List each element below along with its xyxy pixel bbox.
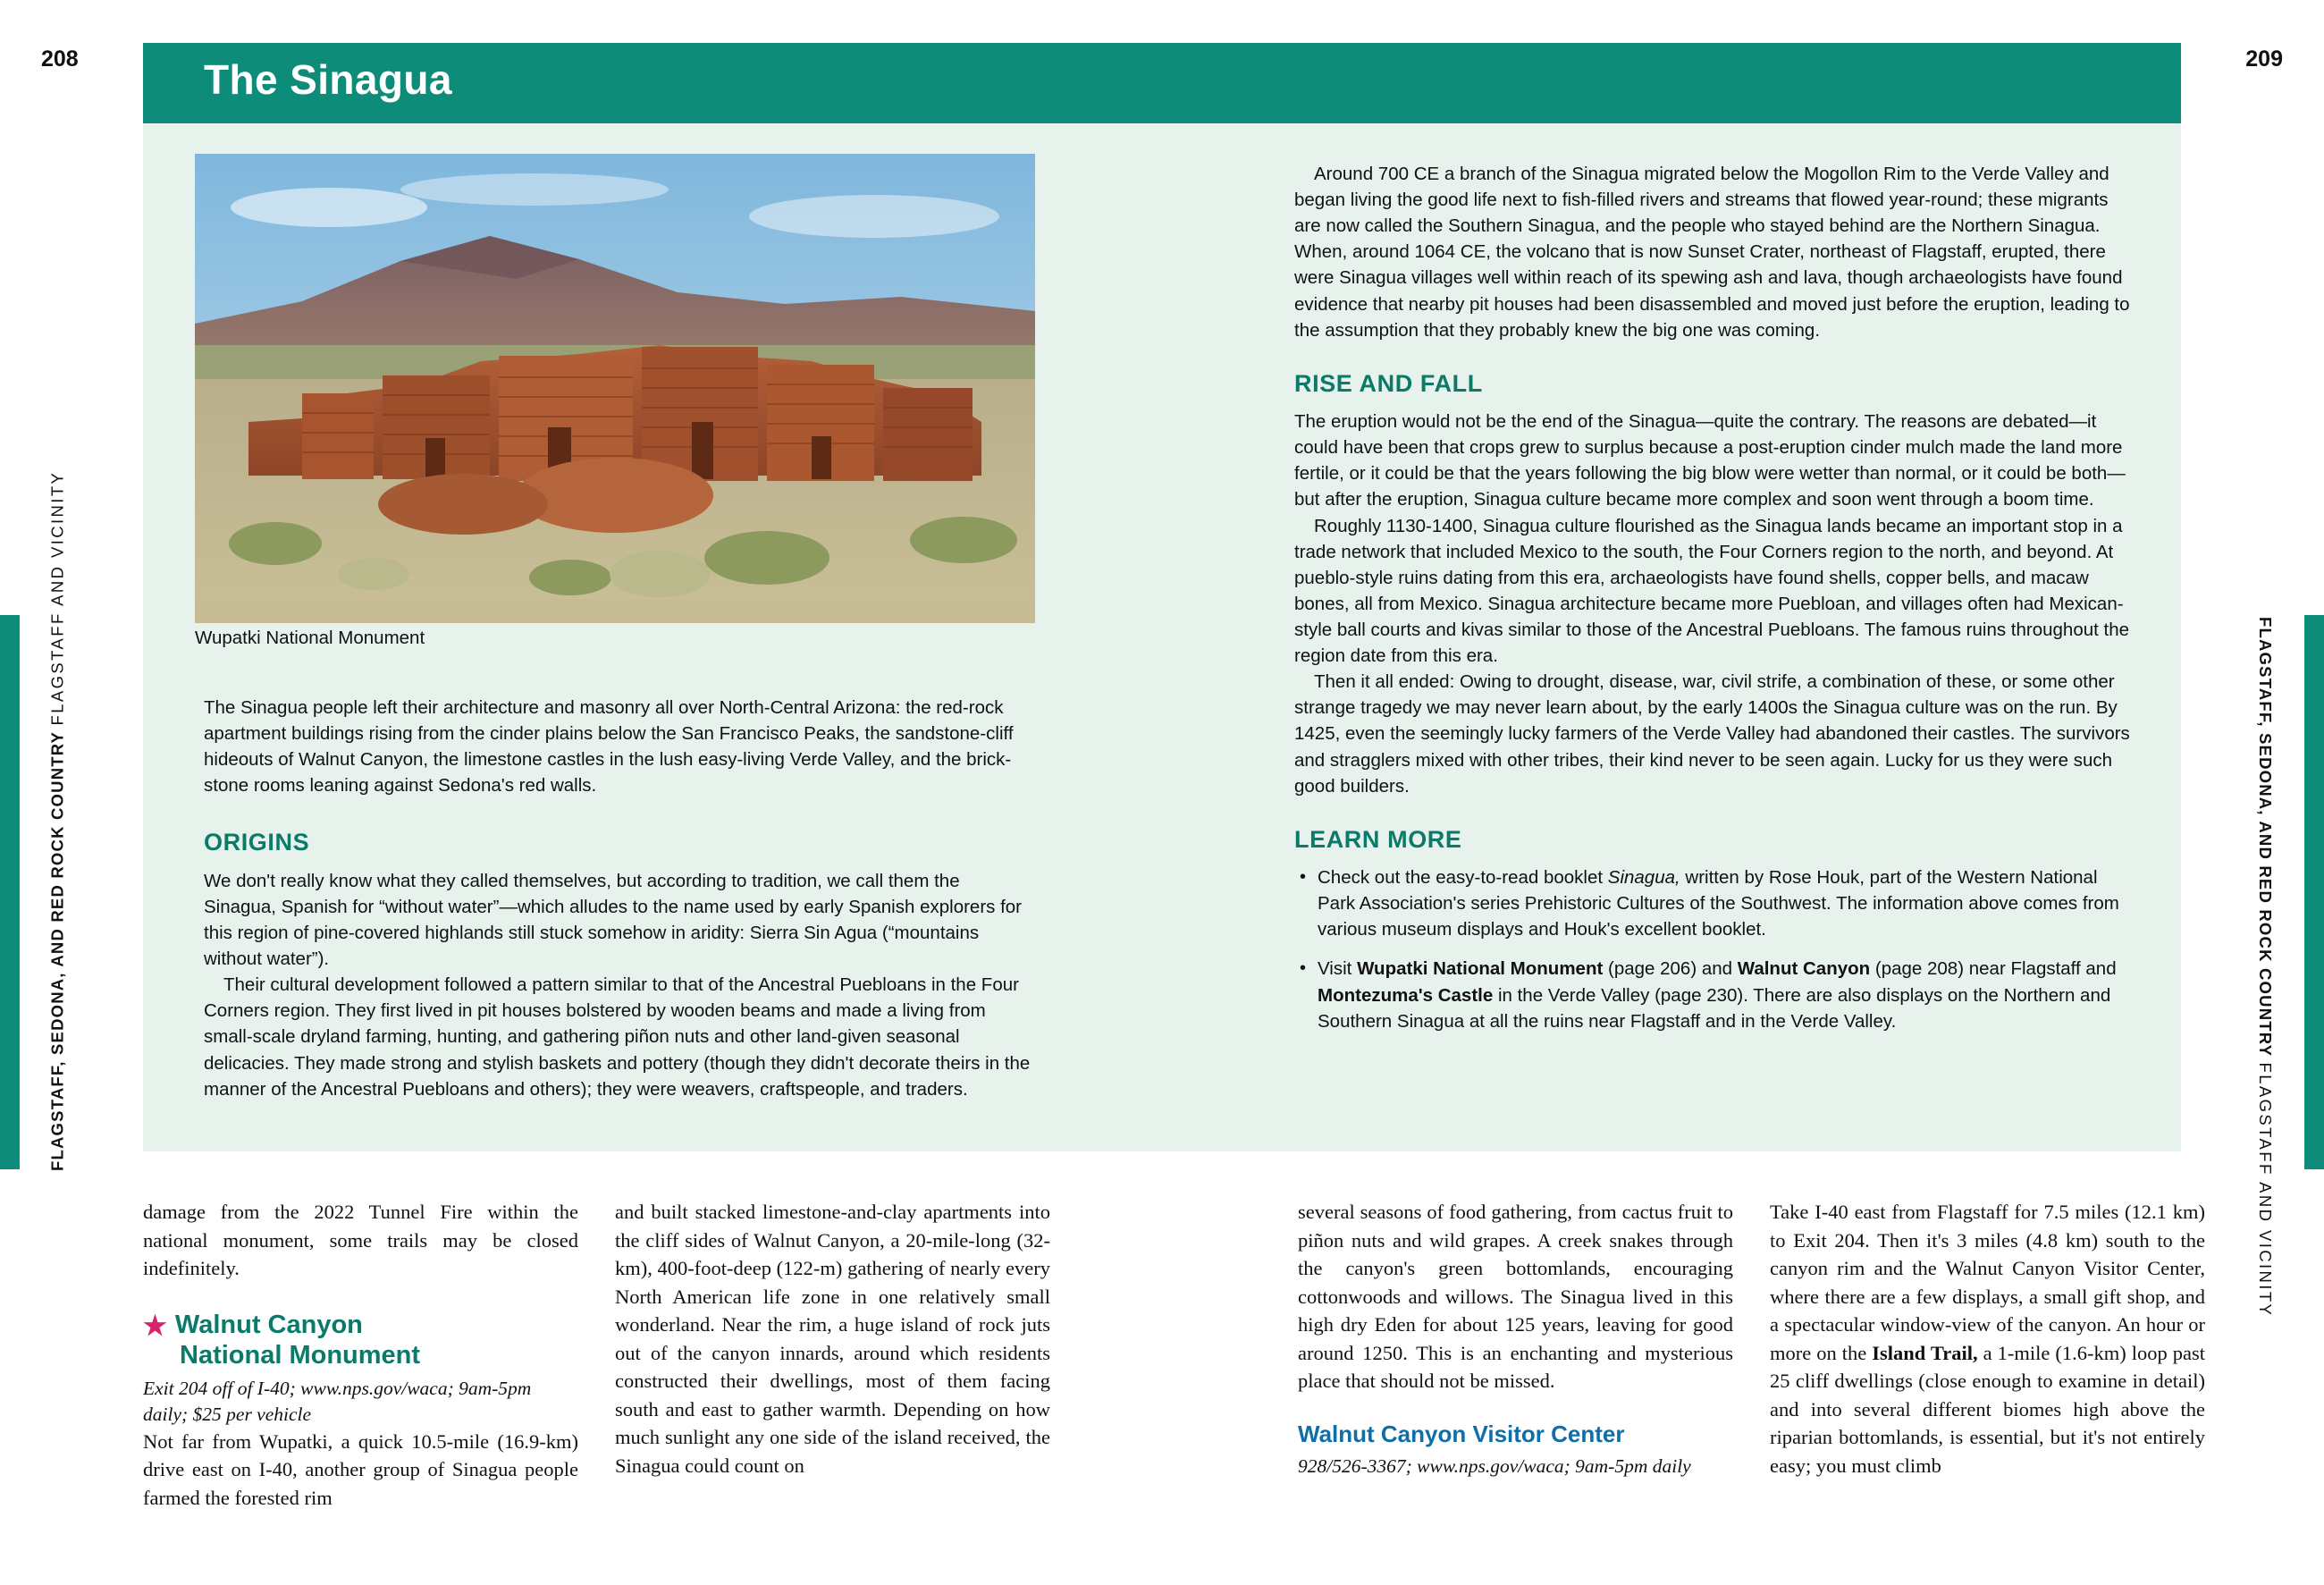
poi-info-line: Exit 204 off of I-40; www.nps.gov/waca; 9am-5pm daily; $25 per vehicle: [143, 1377, 532, 1425]
body-column-4: [1770, 1198, 2205, 1480]
sidebar-heading-learn-more: LEARN MORE: [1294, 825, 1462, 853]
island-trail-term: Island Trail,: [1872, 1341, 1978, 1364]
running-head-left: [45, 471, 70, 1171]
body-col4-p1-a: Take I-40 east from Flagstaff for 7.5 miles (12.1 km) to Exit 204. Then it's 3 miles (4.8 km) south to the canyon rim and the Walnut Canyon Visitor Center, where there are a few displays, a small gift shop, and a spectacular window-view of the canyon. An hour or more on the: [1770, 1201, 2205, 1364]
learn-more-item-1-segment-0: Visit: [1318, 958, 1358, 980]
visitor-center-info-line: 928/526-3367; www.nps.gov/waca; 9am-5pm daily: [1298, 1454, 1691, 1477]
running-head-tab-right: [2304, 615, 2324, 1169]
sidebar-intro-paragraph: The Sinagua people left their architecture and masonry all over North-Central Arizona: the red-rock apartment buildings rising from the cinder plains below the San Francisco Peaks, the sandstone-cliff hideouts of Walnut Canyon, the limestone castles in the lush easy-living Verde Valley, and the brick-stone rooms leaning against Sedona's red walls.: [204, 697, 1014, 797]
learn-more-item-1-segment-2: (page 206) and: [1603, 958, 1738, 980]
body-col4-p1: [1770, 1198, 2205, 1480]
photo-caption: Wupatki National Monument: [195, 628, 425, 648]
star-icon: ★: [143, 1311, 167, 1341]
learn-more-item-0-segment-0: Check out the easy-to-read booklet: [1318, 867, 1608, 889]
learn-more-item-1-segment-1: Wupatki National Monument: [1357, 958, 1604, 980]
body-col1-p1: damage from the 2022 Tunnel Fire within the national monument, some trails may be closed indefinitely.: [143, 1201, 578, 1279]
learn-more-list: [1294, 864, 2130, 1034]
sidebar-origins-p2: Their cultural development followed a pattern similar to that of the Ancestral Puebloans in the Four Corners region. They first lived in pit houses bolstered by wooden beams and made a living from small-scale dryland farming, hunting, and gathering piñon nuts and other land-given seasonal delicacies. They made strong and stylish baskets and pottery (though they didn't decorate theirs in the manner of the Ancestral Puebloans and others); they were weavers, craftspeople, and traders.: [204, 974, 1031, 1100]
sidebar-rise-p1: The eruption would not be the end of the Sinagua—quite the contrary. The reasons are debated—it could have been that crops grew to surplus because a post-eruption cinder mulch made the land more fertile, or it could be that the years following the big blow were wetter than normal, or it could be both—but after the eruption, Sinagua culture became more complex and soon went through a boom time.: [1294, 411, 2126, 510]
learn-more-item-1-segment-5: Montezuma's Castle: [1318, 984, 1494, 1006]
running-head-right-line1: FLAGSTAFF, SEDONA, AND RED ROCK COUNTRY: [2256, 617, 2275, 1058]
poi-heading-line1: Walnut Canyon: [174, 1310, 363, 1339]
sidebar-rise-p3: Then it all ended: Owing to drought, disease, war, civil strife, a combination of these, or some other strange tragedy we may never learn about, by the early 1400s the Sinagua culture was on the run. By 1425, even the seemingly lucky farmers of the Verde Valley had abandoned their castles. The survivors and stragglers mixed with other tribes, their kind never to be seen again. Lucky for us they were such good builders.: [1294, 671, 2130, 797]
poi-heading-walnut-canyon: [143, 1310, 578, 1370]
body-column-1: [143, 1198, 578, 1512]
body-col1-p2: Not far from Wupatki, a quick 10.5-mile (16.9-km) drive east on I-40, another group of Sinagua people farmed the forested rim: [143, 1429, 578, 1509]
running-head-left-line2: FLAGSTAFF AND VICINITY: [47, 470, 67, 726]
learn-more-item: [1294, 956, 2130, 1033]
page-number-left: 208: [41, 46, 79, 72]
learn-more-item-0-segment-1: Sinagua,: [1607, 867, 1680, 889]
learn-more-item-1-segment-4: (page 208) near Flagstaff and: [1870, 958, 2117, 980]
running-head-right-line2: FLAGSTAFF AND VICINITY: [2256, 1062, 2275, 1318]
page-number-right: 209: [2245, 46, 2283, 72]
running-head-right: [2252, 617, 2278, 1317]
running-head-tab-left: [0, 615, 20, 1169]
sidebar-right-intro: Around 700 CE a branch of the Sinagua migrated below the Mogollon Rim to the Verde Valley and began living the good life next to fish-filled rivers and streams that flowed year-round; these migrants are now called the Southern Sinagua, and the people who stayed behind are the Northern Sinagua. When, around 1064 CE, the volcano that is now Sunset Crater, northeast of Flagstaff, erupted, there were Sinagua villages well within reach of its spewing ash and lava, though archaeologists have found evidence that nearby pit houses had been disassembled and moved just before the eruption, leading to the assumption that they probably knew the big one was coming.: [1294, 164, 2130, 341]
sidebar-heading-origins: ORIGINS: [204, 829, 310, 856]
learn-more-item-1-segment-3: Walnut Canyon: [1737, 958, 1871, 980]
poi-heading-line2: National Monument: [180, 1340, 421, 1370]
subheading-visitor-center: Walnut Canyon Visitor Center: [1298, 1420, 1625, 1447]
sidebar-column-right: [1294, 161, 2130, 1048]
learn-more-item: [1294, 864, 2130, 942]
body-column-3: [1298, 1198, 1733, 1480]
sidebar-origins-p1: We don't really know what they called themselves, but according to tradition, we call them the Sinagua, Spanish for “without water”—which alludes to the name used by early Spanish explorers for this region of pine-covered highlands still stuck somehow in aridity: Sierra Sin Agua (“mountains without water”).: [204, 870, 1023, 970]
learn-more-item-1-segment-6: in the Verde Valley (page 230). There are also displays on the Northern and Southern Sinagua at all the ruins near Flagstaff and in the Verde Valley.: [1318, 984, 2111, 1032]
body-col2-p1: and built stacked limestone-and-clay apartments into the cliff sides of Walnut Canyon, a 20-mile-long (32-km), 400-foot-deep (122-m) gathering of nearly every North American life zone in one relatively small wonderland. Near the rim, a huge island of rock juts out of the canyon innards, around which residents constructed their dwellings, most of them facing south and east to gather warmth. Depending on how much sunlight any one side of the island received, the Sinagua could count on: [615, 1201, 1050, 1477]
body-col3-p1: several seasons of food gathering, from cactus fruit to piñon nuts and wild grapes. A creek snakes through the canyon's green bottomlands, encouraging cottonwoods and willows. The Sinagua lived in this high dry Eden for about 125 years, leaving for good around 1250. This is an enchanting and mysterious place that should not be missed.: [1298, 1201, 1733, 1392]
sidebar-heading-rise-and-fall: RISE AND FALL: [1294, 369, 1483, 397]
body-col4-p1-b: a 1-mile (1.6-km) loop past 25 cliff dwellings (close enough to examine in detail) and into several different biomes high above the riparian bottomlands, is essential, but it's not entirely easy; you must climb: [1770, 1341, 2206, 1477]
body-column-2: [615, 1198, 1050, 1480]
feature-sidebar-title: The Sinagua: [204, 56, 452, 103]
learn-more-item-0-segment-2: written by Rose Houk, part of the Western National Park Association's series Prehistoric Cultures of the Southwest. The information above comes from various museum displays and Houk's excellent booklet.: [1318, 867, 2119, 940]
wupatki-photo: [195, 154, 1035, 623]
sidebar-column-left: [204, 695, 1035, 1102]
sidebar-rise-p2: Roughly 1130-1400, Sinagua culture flourished as the Sinagua lands became an important stop in a trade network that included Mexico to the south, the Four Corners region to the north, and beyond. At pueblo-style ruins dating from this era, archaeologists have found shells, copper bells, and macaw bones, all from Mexico. Sinagua architecture became more Puebloan, and villages often had Mexican-style ball courts and kivas similar to those of the Ancestral Puebloans. The famous ruins throughout the region date from this era.: [1294, 515, 2130, 667]
running-head-left-line1: FLAGSTAFF, SEDONA, AND RED ROCK COUNTRY: [47, 730, 67, 1171]
